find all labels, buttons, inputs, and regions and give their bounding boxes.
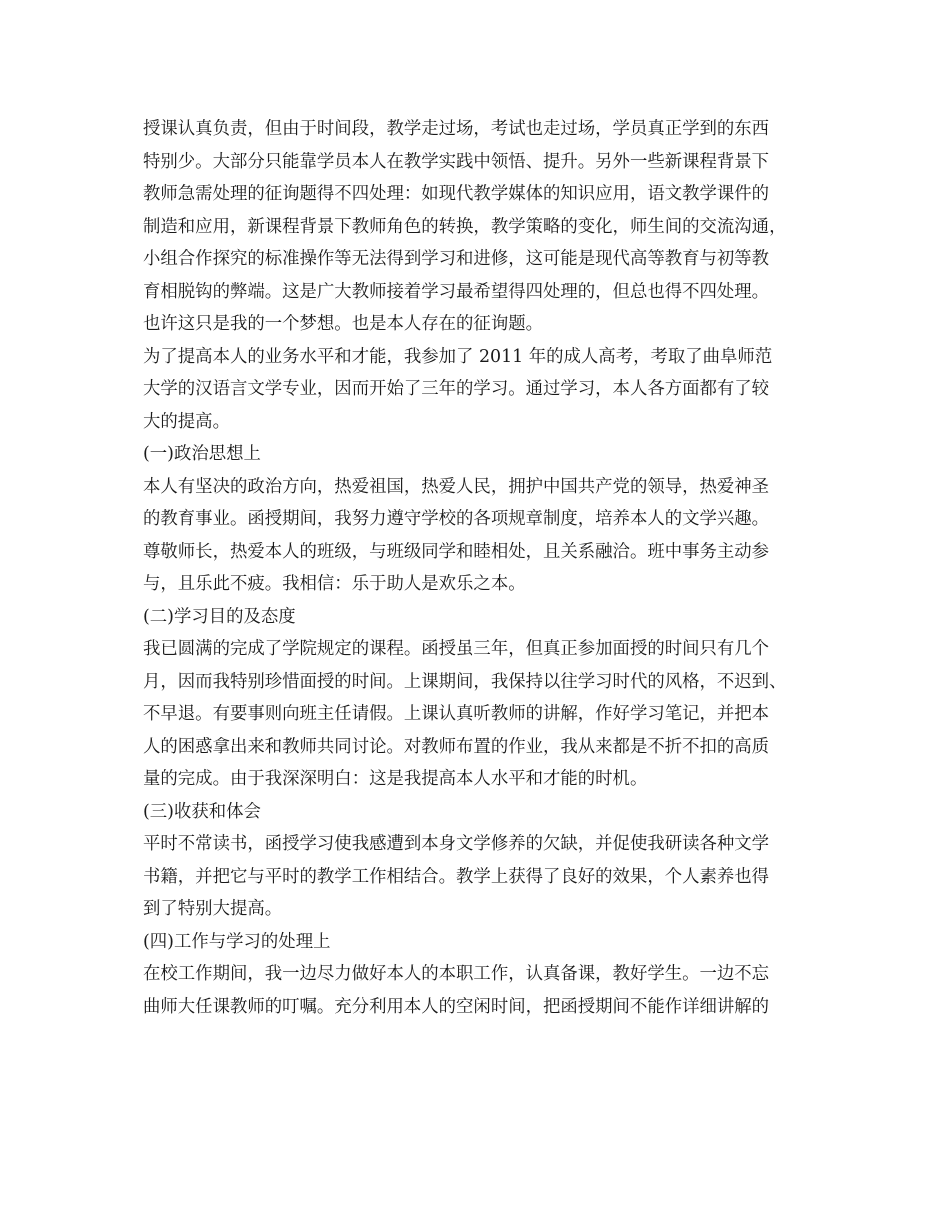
text-line: 与，且乐此不疲。我相信：乐于助人是欢乐之本。 [143,574,526,594]
text-line: 在校工作期间，我一边尽力做好本人的本职工作，认真备课，教好学生。一边不忘 [143,964,770,984]
section-heading: (一)政治思想上 [143,444,261,464]
text-line: 大学的汉语言文学专业，因而开始了三年的学习。通过学习，本人各方面都有了较 [143,379,770,399]
text-line: 尊敬师长，热爱本人的班级，与班级同学和睦相处，且关系融洽。班中事务主动参 [143,541,770,562]
text-line: 制造和应用，新课程背景下教师角色的转换，教学策略的变化，师生间的交流沟通， [143,216,787,237]
text-line: 教师急需处理的征询题得不四处理：如现代教学媒体的知识应用，语文教学课件的 [143,184,770,204]
body-text [143,113,813,1023]
text-line: 大的提高。 [143,411,230,432]
section-heading: (二)学习目的及态度 [143,606,296,627]
text-line: 曲师大任课教师的叮嘱。充分利用本人的空闲时间，把函授期间不能作详细讲解的 [143,996,770,1017]
section-heading: (四)工作与学习的处理上 [143,931,331,952]
text-line: 到了特别大提高。 [143,899,283,919]
text-line: 人的困惑拿出来和教师共同讨论。对教师布置的作业，我从来都是不折不扣的高质 [143,736,770,757]
text-line: 的教育事业。函授期间，我努力遵守学校的各项规章制度，培养本人的文学兴趣。 [143,509,770,529]
text-line: 小组合作探究的标准操作等无法得到学习和进修，这可能是现代高等教育与初等教 [143,249,770,269]
text-line: 不早退。有要事则向班主任请假。上课认真听教师的讲解，作好学习笔记，并把本 [143,704,770,724]
text-line: 授课认真负责，但由于时间段，教学走过场，考试也走过场，学员真正学到的东西 [143,119,770,139]
text-line: 我已圆满的完成了学院规定的课程。函授虽三年，但真正参加面授的时间只有几个 [143,639,770,659]
text-line: 育相脱钩的弊端。这是广大教师接着学习最希望得四处理的，但总也得不四处理。 [143,281,770,302]
text-line: 特别少。大部分只能靠学员本人在教学实践中领悟、提升。另外一些新课程背景下 [143,151,770,172]
section-heading: (三)收获和体会 [143,801,261,822]
text-line: 为了提高本人的业务水平和才能，我参加了 2011 年的成人高考，考取了曲阜师范 [143,346,773,367]
text-line: 量的完成。由于我深深明白：这是我提高本人水平和才能的时机。 [143,769,648,789]
text-line: 月，因而我特别珍惜面授的时间。上课期间，我保持以往学习时代的风格，不迟到、 [143,671,787,692]
text-line: 也许这只是我的一个梦想。也是本人存在的征询题。 [143,314,543,334]
text-line: 平时不常读书，函授学习使我感遭到本身文学修养的欠缺，并促使我研读各种文学 [143,834,770,854]
text-line: 本人有坚决的政治方向，热爱祖国，热爱人民，拥护中国共产党的领导，热爱神圣 [143,476,770,497]
text-line: 书籍，并把它与平时的教学工作相结合。教学上获得了良好的效果，个人素养也得 [143,866,770,887]
